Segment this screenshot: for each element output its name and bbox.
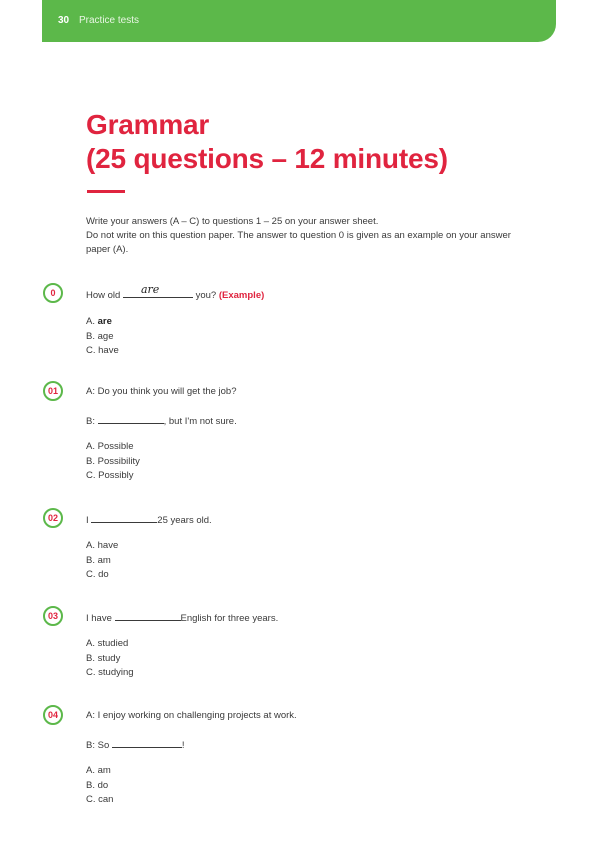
section-title: Practice tests <box>79 15 140 26</box>
question-prompt: I have English for three years. <box>86 613 279 624</box>
instruction-line: Do not write on this question paper. The answer to question 0 is given as an example on your answer paper (A). <box>86 230 511 255</box>
answer-options <box>86 440 140 484</box>
question-line-a: A: I enjoy working on challenging projects at work. <box>86 710 297 721</box>
option-c: C. do <box>86 569 109 580</box>
option-a: A. are <box>86 316 112 327</box>
title-line-2: (25 questions – 12 minutes) <box>86 143 448 174</box>
question-line-a: A: Do you think you will get the job? <box>86 386 237 397</box>
option-a: A. studied <box>86 638 129 649</box>
option-b: B. Possibility <box>86 455 140 467</box>
answer-options <box>86 539 118 583</box>
answer-blank <box>123 283 193 298</box>
title-line-1: Grammar <box>86 109 210 140</box>
instruction-line: Write your answers (A – C) to questions 1 – 25 on your answer sheet. <box>86 216 379 227</box>
question-number-badge: 01 <box>43 381 63 401</box>
instructions <box>86 215 526 257</box>
option-b: B. study <box>86 652 121 664</box>
answer-blank <box>112 738 182 748</box>
question-number-badge: 03 <box>43 606 63 626</box>
answer-blank <box>115 611 181 621</box>
option-c: C. Possibly <box>86 470 134 481</box>
question-prompt: I 25 years old. <box>86 515 212 526</box>
question-number-badge: 02 <box>43 508 63 528</box>
option-c: C. have <box>86 345 119 356</box>
question-line-b: B: , but I'm not sure. <box>86 416 237 427</box>
title-underline <box>87 190 125 193</box>
page-header <box>42 0 556 42</box>
question-number-badge: 04 <box>43 705 63 725</box>
question-line-b: B: So ! <box>86 740 185 751</box>
answer-blank <box>91 513 157 523</box>
question-number-badge: 0 <box>43 283 63 303</box>
option-c: C. can <box>86 794 114 805</box>
question-prompt: How old are you? (Example) <box>86 283 265 301</box>
page-title <box>86 108 448 176</box>
option-b: B. am <box>86 554 111 566</box>
answer-options <box>86 315 119 359</box>
option-a: A. have <box>86 540 119 551</box>
option-c: C. studying <box>86 667 134 678</box>
answer-blank <box>98 414 164 424</box>
option-b: B. do <box>86 779 109 791</box>
option-a: A. am <box>86 765 111 776</box>
page-number: 30 <box>58 15 70 26</box>
example-answer: are <box>140 283 160 296</box>
option-b: B. age <box>86 330 114 342</box>
answer-options <box>86 764 113 808</box>
option-a: A. Possible <box>86 441 134 452</box>
example-label: (Example) <box>218 290 265 301</box>
answer-options <box>86 637 134 681</box>
